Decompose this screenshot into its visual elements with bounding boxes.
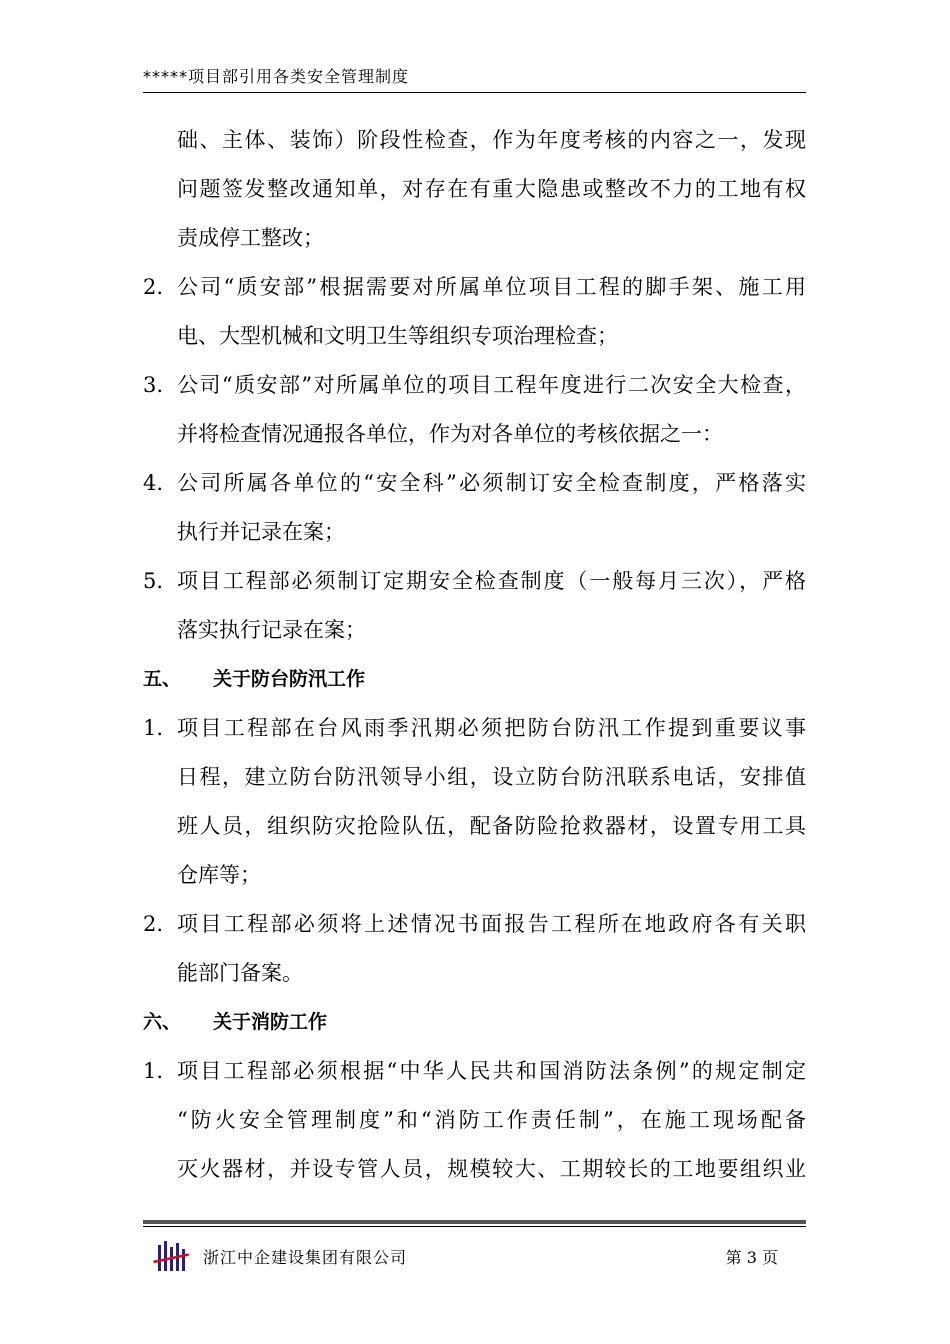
text-line: 公司“质安部”对所属单位的项目工程年度进行二次安全大检查， — [177, 373, 806, 397]
list-item — [143, 263, 806, 361]
section-title: 关于消防工作 — [213, 1011, 328, 1033]
page-header — [143, 66, 806, 93]
list-number: 3. — [143, 373, 164, 397]
company-name: 浙江中企建设集团有限公司 — [203, 1248, 408, 1267]
text-line: 班人员，组织防灾抢险队伍，配备防险抢救器材，设置专用工具 — [177, 814, 806, 838]
list-number: 5. — [143, 569, 164, 593]
company-logo-icon — [151, 1237, 191, 1277]
text-line: 日程，建立防台防汛领导小组，设立防台防汛联系电话，安排值 — [177, 765, 806, 789]
list-item — [143, 704, 806, 900]
text-line: 项目工程部必须制订定期安全检查制度（一般每月三次），严格 — [177, 569, 806, 593]
list-item — [143, 900, 806, 998]
text-line: 公司“质安部”根据需要对所属单位项目工程的脚手架、施工用 — [177, 275, 806, 299]
text-line: 落实执行记录在案； — [177, 618, 366, 642]
section-heading — [143, 998, 806, 1047]
header-rule — [143, 92, 806, 93]
document-body — [143, 116, 806, 1194]
footer-rule — [143, 1226, 806, 1227]
text-line: 电、大型机械和文明卫生等组织专项治理检查； — [177, 324, 618, 348]
text-line: 灭火器材，并设专管人员，规模较大、工期较长的工地要组织业 — [177, 1157, 806, 1181]
text-line: 仓库等； — [177, 863, 261, 887]
list-item — [143, 459, 806, 557]
text-line: 责成停工整改； — [177, 226, 324, 250]
footer-rule — [143, 1220, 806, 1224]
list-number: 1. — [143, 716, 164, 740]
text-line: 执行并记录在案； — [177, 520, 345, 544]
list-item — [143, 557, 806, 655]
text-line: 础、主体、装饰）阶段性检查，作为年度考核的内容之一，发现 — [177, 128, 806, 152]
list-item-continuation — [143, 116, 806, 263]
text-line: 问题签发整改通知单，对存在有重大隐患或整改不力的工地有权 — [177, 177, 806, 201]
list-item — [143, 361, 806, 459]
header-title: *****项目部引用各类安全管理制度 — [143, 67, 410, 86]
text-line: “防火安全管理制度”和“消防工作责任制”，在施工现场配备 — [177, 1108, 806, 1132]
section-heading — [143, 655, 806, 704]
text-line: 项目工程部在台风雨季汛期必须把防台防汛工作提到重要议事 — [177, 716, 806, 740]
section-title: 关于防台防汛工作 — [213, 668, 366, 690]
text-line: 项目工程部必须将上述情况书面报告工程所在地政府各有关职 — [177, 912, 806, 936]
list-item — [143, 1047, 806, 1194]
list-number: 2. — [143, 912, 164, 936]
list-number: 4. — [143, 471, 164, 495]
text-line: 项目工程部必须根据“中华人民共和国消防法条例”的规定制定 — [177, 1059, 806, 1083]
section-number: 六、 — [143, 1011, 182, 1033]
text-line: 公司所属各单位的“安全科”必须制订安全检查制度，严格落实 — [177, 471, 806, 495]
list-number: 2. — [143, 275, 164, 299]
page-number: 第 3 页 — [725, 1248, 778, 1267]
page-footer — [143, 1220, 806, 1283]
section-number: 五、 — [143, 668, 182, 690]
text-line: 并将检查情况通报各单位，作为对各单位的考核依据之一： — [177, 422, 723, 446]
text-line: 能部门备案。 — [177, 961, 303, 985]
list-number: 1. — [143, 1059, 164, 1083]
